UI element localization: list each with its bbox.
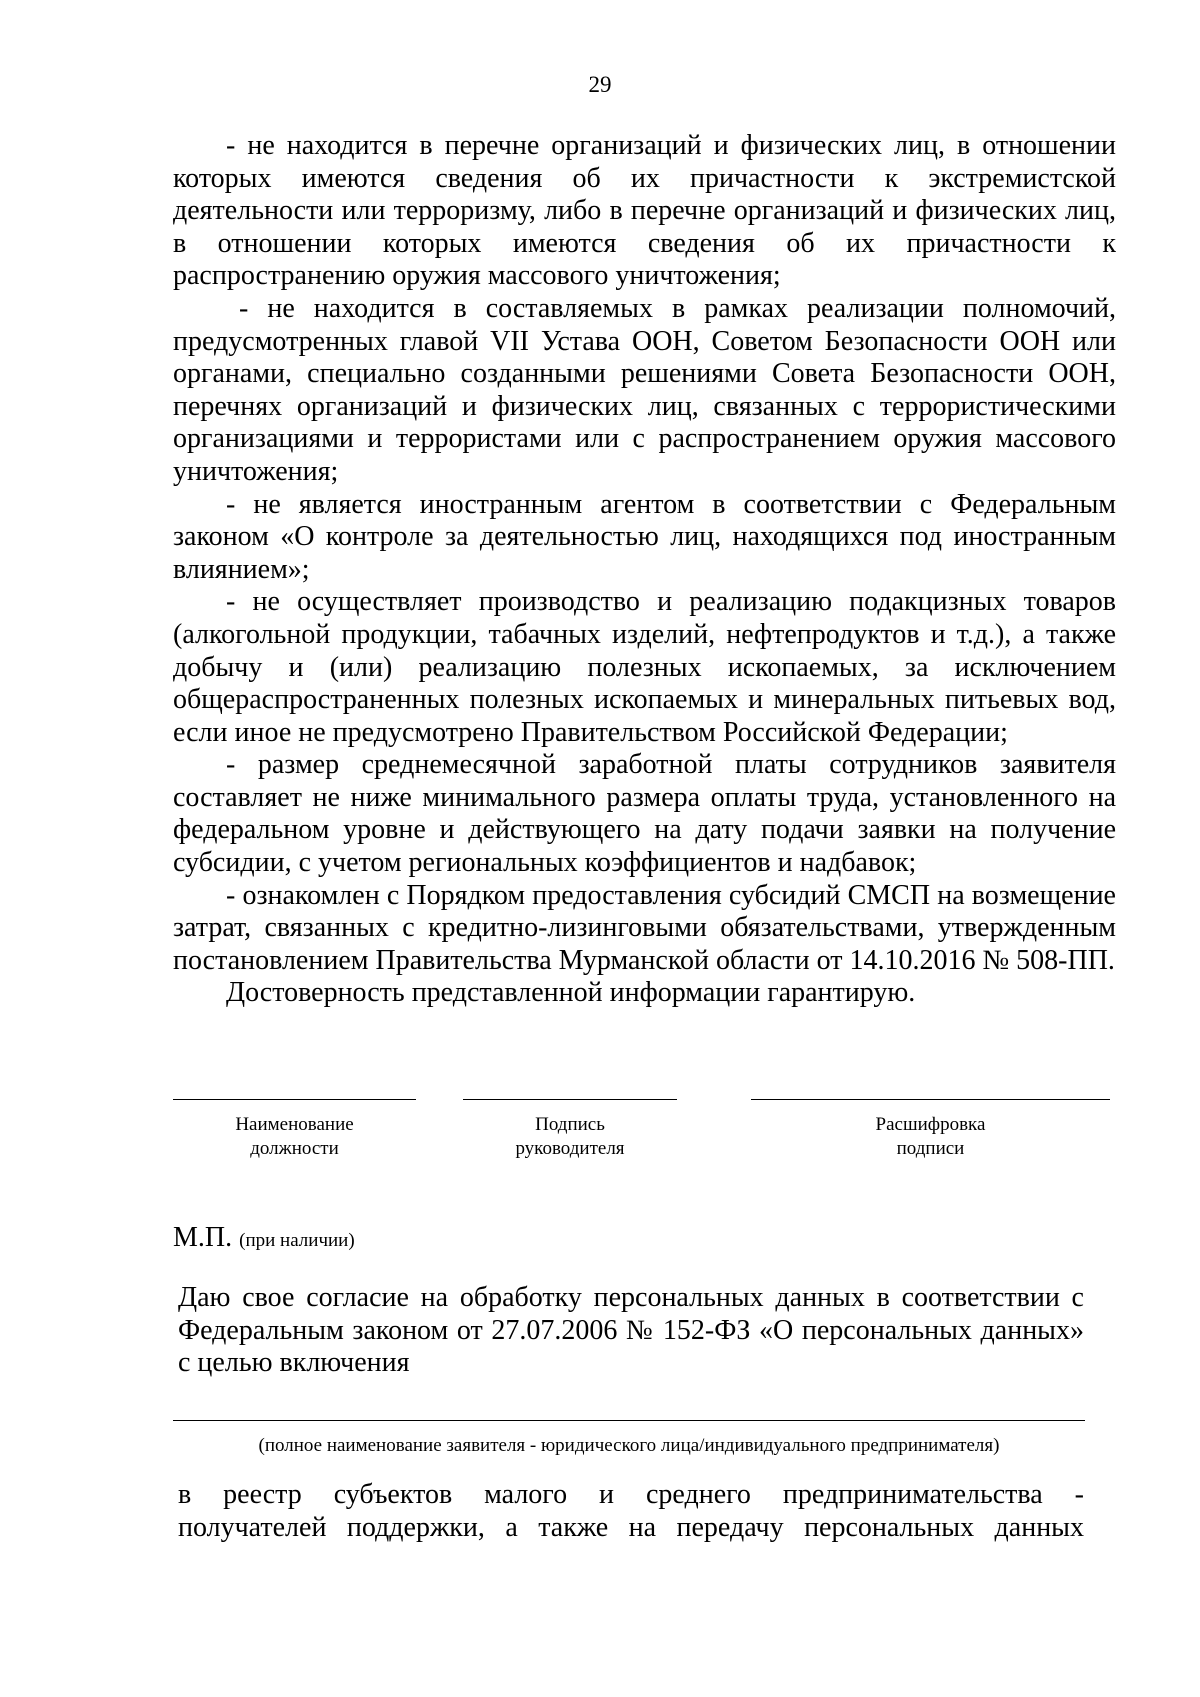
decoding-caption: Расшифровка подписи [875, 1114, 986, 1159]
position-caption: Наименование должности [235, 1114, 354, 1159]
applicant-name-caption: (полное наименование заявителя - юридического лица/индивидуального предпринимателя) [258, 1435, 1000, 1456]
position-signature-line [173, 1099, 416, 1100]
requirement-item-excise-goods: - не осуществляет производство и реализацию подакцизных товаров (алкогольной продукции, табачных изделий, нефтепродуктов и т.д.), а также добычу и (или) реализацию полезных ископаемых, за исключением общераспространенных полезных ископаемых и минеральных питьевых вод, если иное не предусмотрено Правительством Российской Федерации; [173, 586, 1116, 748]
reliability-statement: Достоверность представленной информации гарантирую. [226, 977, 916, 1009]
stamp-label: М.П. [173, 1222, 233, 1253]
stamp-place [173, 1222, 355, 1257]
signature-decoding-line [751, 1099, 1110, 1100]
head-signature-line [463, 1099, 677, 1100]
stamp-note: (при наличии) [239, 1230, 355, 1251]
applicant-name-line [173, 1420, 1085, 1421]
requirement-item-salary: - размер среднемесячной заработной платы сотрудников заявителя составляет не ниже минимального размера оплаты труда, установленного на федеральном уровне и действующего на дату подачи заявки на получение субсидии, с учетом региональных коэффициентов и надбавок; [173, 749, 1116, 879]
consent-paragraph: Даю свое согласие на обработку персональных данных в соответствии с Федеральным законом от 27.07.2006 № 152-ФЗ «О персональных данных» с целью включения [178, 1282, 1084, 1379]
signature-caption: Подпись руководителя [515, 1114, 625, 1159]
requirement-item-extremism: - не находится в перечне организаций и физических лиц, в отношении которых имеются сведения об их причастности к экстремистской деятельности или терроризму, либо в перечне организаций и физических лиц, в отношении которых имеются сведения об их причастности к распространению оружия массового уничтожения; [173, 130, 1116, 292]
requirement-item-un-sanctions: - не находится в составляемых в рамках реализации полномочий, предусмотренных главой VII Устава ООН, Советом Безопасности ООН или органами, специально созданными решениями Совета Безопасности ООН, перечнях организаций и физических лиц, связанных с террористическими организациями и террористами или с распространением оружия массового уничтожения; [173, 292, 1116, 487]
registry-consent-text: в реестр субъектов малого и среднего предпринимательства - получателей поддержки, а также на передачу персональных данных [178, 1479, 1084, 1543]
page-number: 29 [588, 72, 612, 97]
requirement-item-foreign-agent: - не является иностранным агентом в соответствии с Федеральным законом «О контроле за деятельностью лиц, находящихся под иностранным влиянием»; [173, 488, 1116, 585]
requirements-list [173, 130, 1116, 1010]
requirement-item-procedure: - ознакомлен с Порядком предоставления субсидий СМСП на возмещение затрат, связанных с кредитно-лизинговыми обязательствами, утвержденным постановлением Правительства Мурманской области от 14.10.2016 № 508-ПП. [173, 879, 1116, 976]
